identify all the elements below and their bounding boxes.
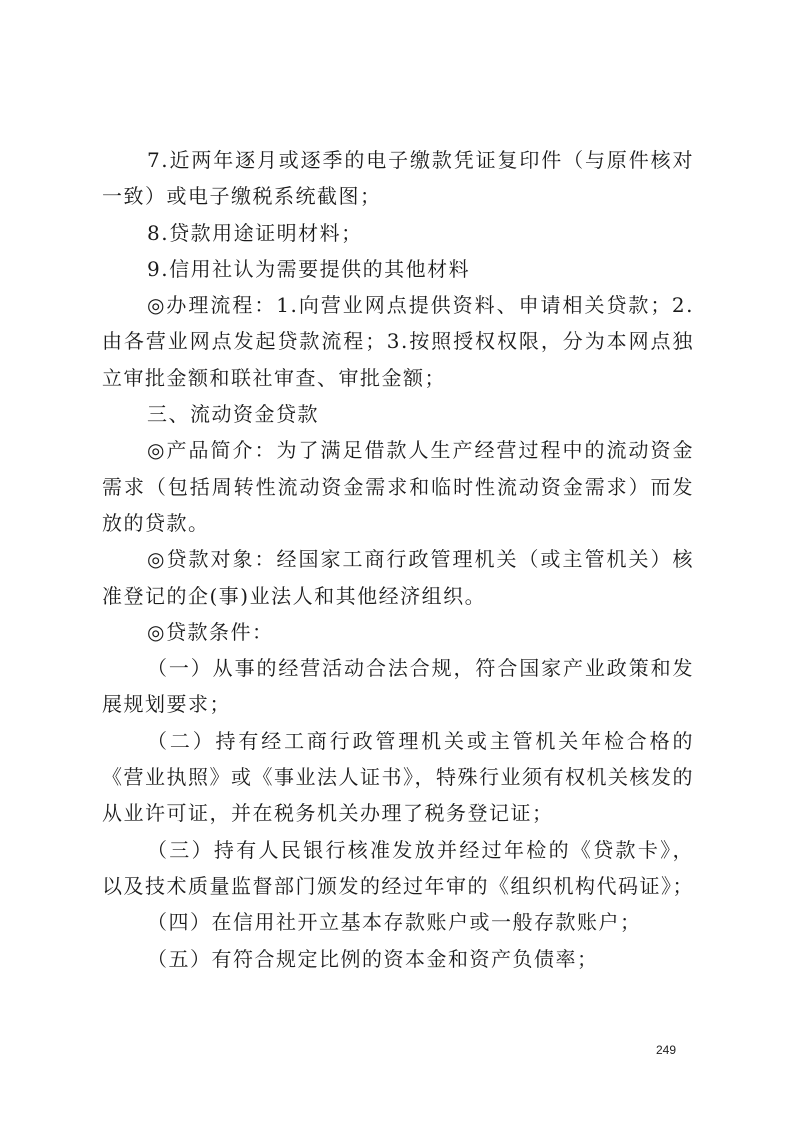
paragraph-loan-conditions-heading: ◎贷款条件： [147,619,274,644]
paragraph-item-7-payment-vouchers: 7.近两年逐月或逐季的电子缴款凭证复印件（与原件核对一致）或电子缴税系统截图； [102,148,694,209]
paragraph-item-9-other-materials: 9.信用社认为需要提供的其他材料 [147,256,471,281]
paragraph-condition-1: （一）从事的经营活动合法合规，符合国家产业政策和发展规划要求； [102,656,694,717]
paragraph-product-intro: ◎产品简介：为了满足借款人生产经营过程中的流动资金需求（包括周转性流动资金需求和临时性流动资金需求）而发放的贷款。 [102,438,694,535]
paragraph-condition-4: （四）在信用社开立基本存款账户或一般存款账户； [147,910,642,935]
page-number: 249 [656,1043,677,1057]
paragraph-condition-5: （五）有符合规定比例的资本金和资产负债率； [147,946,599,971]
paragraph-process: ◎办理流程：1.向营业网点提供资料、申请相关贷款；2.由各营业网点发起贷款流程；3.按照授权权限，分为本网点独立审批金额和联社审查、审批金额； [102,293,694,390]
paragraph-item-8-loan-purpose: 8.贷款用途证明材料； [147,220,363,245]
document-body [102,142,694,977]
section-heading-working-capital-loan: 三、流动资金贷款 [147,402,319,427]
paragraph-condition-2: （二）持有经工商行政管理机关或主管机关年检合格的《营业执照》或《事业法人证书》，特殊行业须有权机关核发的从业许可证，并在税务机关办理了税务登记证； [102,728,694,826]
paragraph-loan-target: ◎贷款对象：经国家工商行政管理机关（或主管机关）核准登记的企(事)业法人和其他经济组织。 [102,547,694,608]
paragraph-condition-3: （三）持有人民银行核准发放并经过年检的《贷款卡》，以及技术质量监督部门颁发的经过年审的《组织机构代码证》； [102,837,694,898]
